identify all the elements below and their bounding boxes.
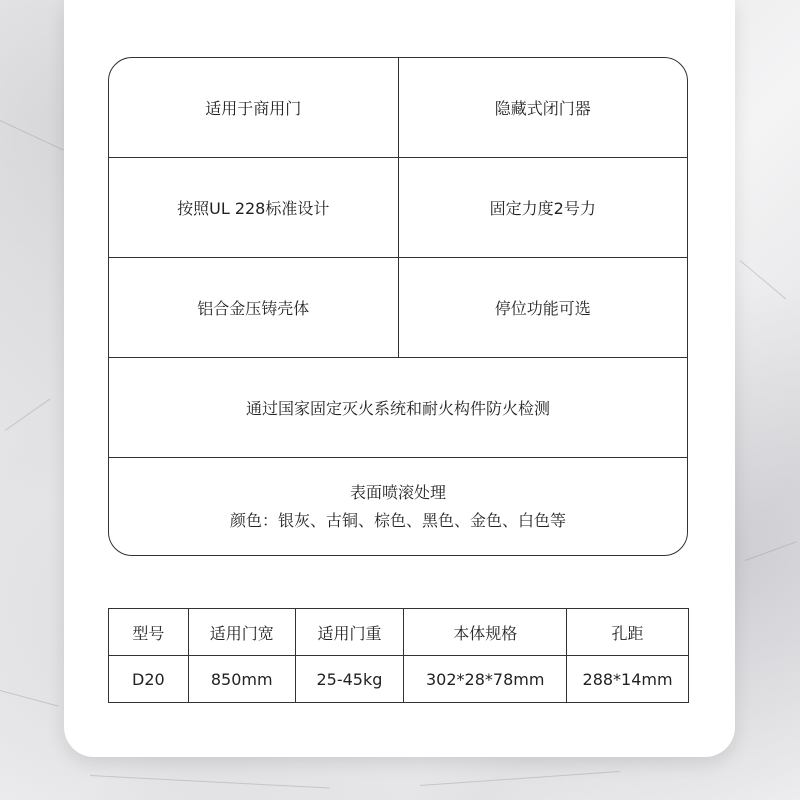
cell-hole-spacing: 288*14mm (567, 656, 689, 703)
feature-cell-wide: 通过国家固定灭火系统和耐火构件防火检测 (245, 399, 550, 418)
specs-header-row (109, 609, 689, 656)
feature-row (109, 58, 687, 158)
cell-door-weight: 25-45kg (295, 656, 404, 703)
cell-body-size: 302*28*78mm (404, 656, 567, 703)
feature-cell: 适用于商用门 (205, 99, 302, 118)
feature-cell: 铝合金压铸壳体 (197, 299, 310, 318)
marble-vein (90, 775, 330, 789)
feature-cell: 按照UL 228标准设计 (177, 199, 330, 218)
cell-door-width: 850mm (188, 656, 295, 703)
surface-treatment-cell (109, 458, 687, 555)
feature-row (109, 458, 687, 555)
color-options-label: 颜色：银灰、古铜、棕色、黑色、金色、白色等 (229, 510, 566, 530)
marble-vein (740, 260, 787, 299)
feature-row (109, 158, 687, 258)
marble-vein (0, 120, 64, 150)
header-body-size: 本体规格 (404, 609, 567, 656)
marble-vein (5, 399, 51, 431)
header-model: 型号 (109, 609, 189, 656)
table-row (109, 656, 689, 703)
features-grid (108, 57, 688, 556)
marble-vein (420, 771, 620, 786)
marble-vein (745, 541, 797, 561)
product-card (64, 0, 735, 757)
specs-table (108, 608, 689, 703)
feature-cell: 固定力度2号力 (398, 158, 688, 257)
cell-model: D20 (109, 656, 189, 703)
marble-vein (0, 690, 58, 706)
feature-cell: 停位功能可选 (398, 258, 688, 357)
header-door-width: 适用门宽 (188, 609, 295, 656)
header-hole-spacing: 孔距 (567, 609, 689, 656)
surface-treatment-label: 表面喷滚处理 (349, 482, 446, 502)
header-door-weight: 适用门重 (295, 609, 404, 656)
feature-row (109, 258, 687, 358)
feature-row (109, 358, 687, 458)
feature-cell: 隐藏式闭门器 (398, 58, 688, 157)
